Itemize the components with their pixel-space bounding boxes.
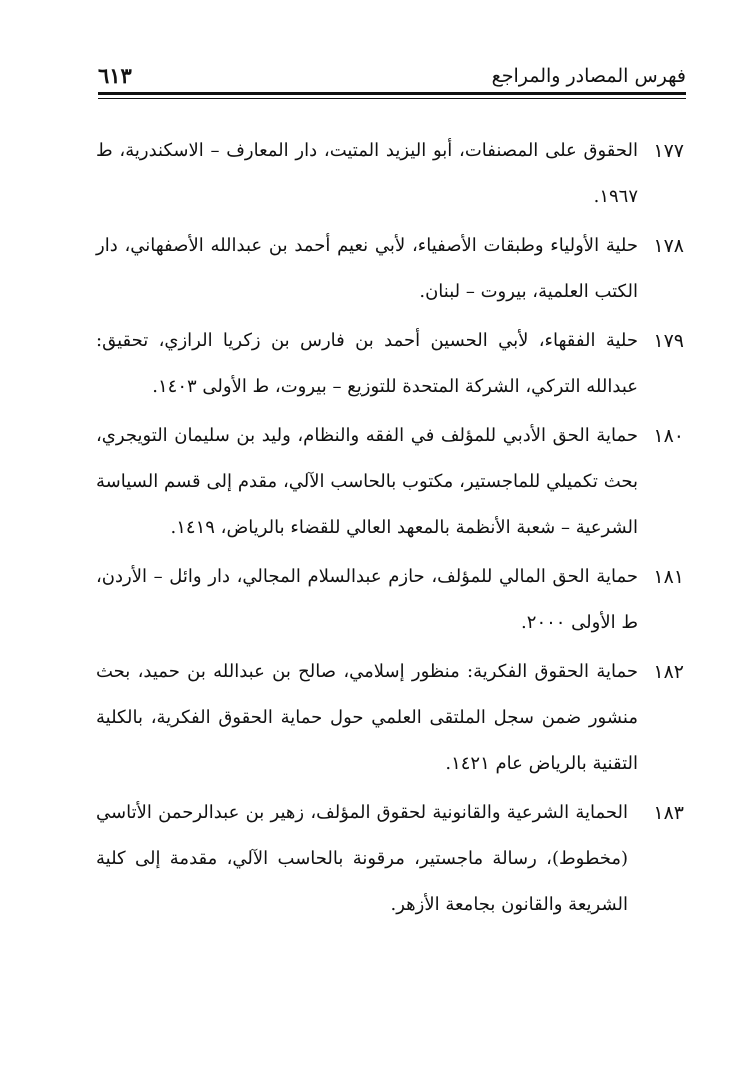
entry-text: حماية الحق الأدبي للمؤلف في الفقه والنظام، وليد بن سليمان التويجري، بحث تكميلي للماجستير، مكتوب بالحاسب الآلي، مقدم إلى قسم السياسة الشرعية – شعبة الأنظمة بالمعهد العالي للقضاء بالرياض، ١٤١٩. bbox=[96, 425, 638, 538]
entry-text: حلية الأولياء وطبقات الأصفياء، لأبي نعيم أحمد بن عبدالله الأصفهاني، دار الكتب العلمية، بيروت – لبنان. bbox=[96, 235, 638, 302]
bibliography-entry-181 bbox=[96, 554, 684, 646]
entry-number: ١٨٣ bbox=[653, 802, 684, 824]
entry-number: ١٨٢ bbox=[653, 661, 684, 683]
entry-number: ١٧٧ bbox=[653, 140, 684, 162]
header-rule-thin bbox=[98, 98, 686, 99]
entry-text: الحماية الشرعية والقانونية لحقوق المؤلف، زهير بن عبدالرحمن الأتاسي (مخطوط)، رسالة ماجستير، مرقونة بالحاسب الآلي، مقدمة إلى كلية الشريعة والقانون بجامعة الأزهر. bbox=[96, 802, 628, 915]
bibliography-list bbox=[96, 128, 684, 931]
bibliography-entry-182 bbox=[96, 649, 684, 787]
running-title: فهرس المصادر والمراجع bbox=[491, 65, 686, 87]
entry-text: حلية الفقهاء، لأبي الحسين أحمد بن فارس بن زكريا الرازي، تحقيق: عبدالله التركي، الشركة المتحدة للتوزيع – بيروت، ط الأولى ١٤٠٣. bbox=[96, 330, 638, 397]
page-number: ٦١٣ bbox=[98, 63, 132, 88]
bibliography-entry-180 bbox=[96, 413, 684, 551]
bibliography-entry-183 bbox=[96, 790, 684, 928]
page-header bbox=[98, 58, 686, 88]
entry-number: ١٧٩ bbox=[653, 330, 684, 352]
bibliography-entry-178 bbox=[96, 223, 684, 315]
entry-text: حماية الحقوق الفكرية: منظور إسلامي، صالح بن عبدالله بن حميد، بحث منشور ضمن سجل الملتقى العلمي حول حماية الحقوق الفكرية، بالكلية التقنية بالرياض عام ١٤٢١. bbox=[96, 661, 638, 774]
entry-text: الحقوق على المصنفات، أبو اليزيد المتيت، دار المعارف – الاسكندرية، ط ١٩٦٧. bbox=[96, 140, 638, 207]
entry-number: ١٨٠ bbox=[653, 425, 684, 447]
entry-number: ١٨١ bbox=[653, 566, 684, 588]
entry-number: ١٧٨ bbox=[653, 235, 684, 257]
header-rule-thick bbox=[98, 92, 686, 95]
entry-text: حماية الحق المالي للمؤلف، حازم عبدالسلام المجالي، دار وائل – الأردن، ط الأولى ٢٠٠٠. bbox=[96, 566, 638, 633]
bibliography-entry-177 bbox=[96, 128, 684, 220]
bibliography-entry-179 bbox=[96, 318, 684, 410]
